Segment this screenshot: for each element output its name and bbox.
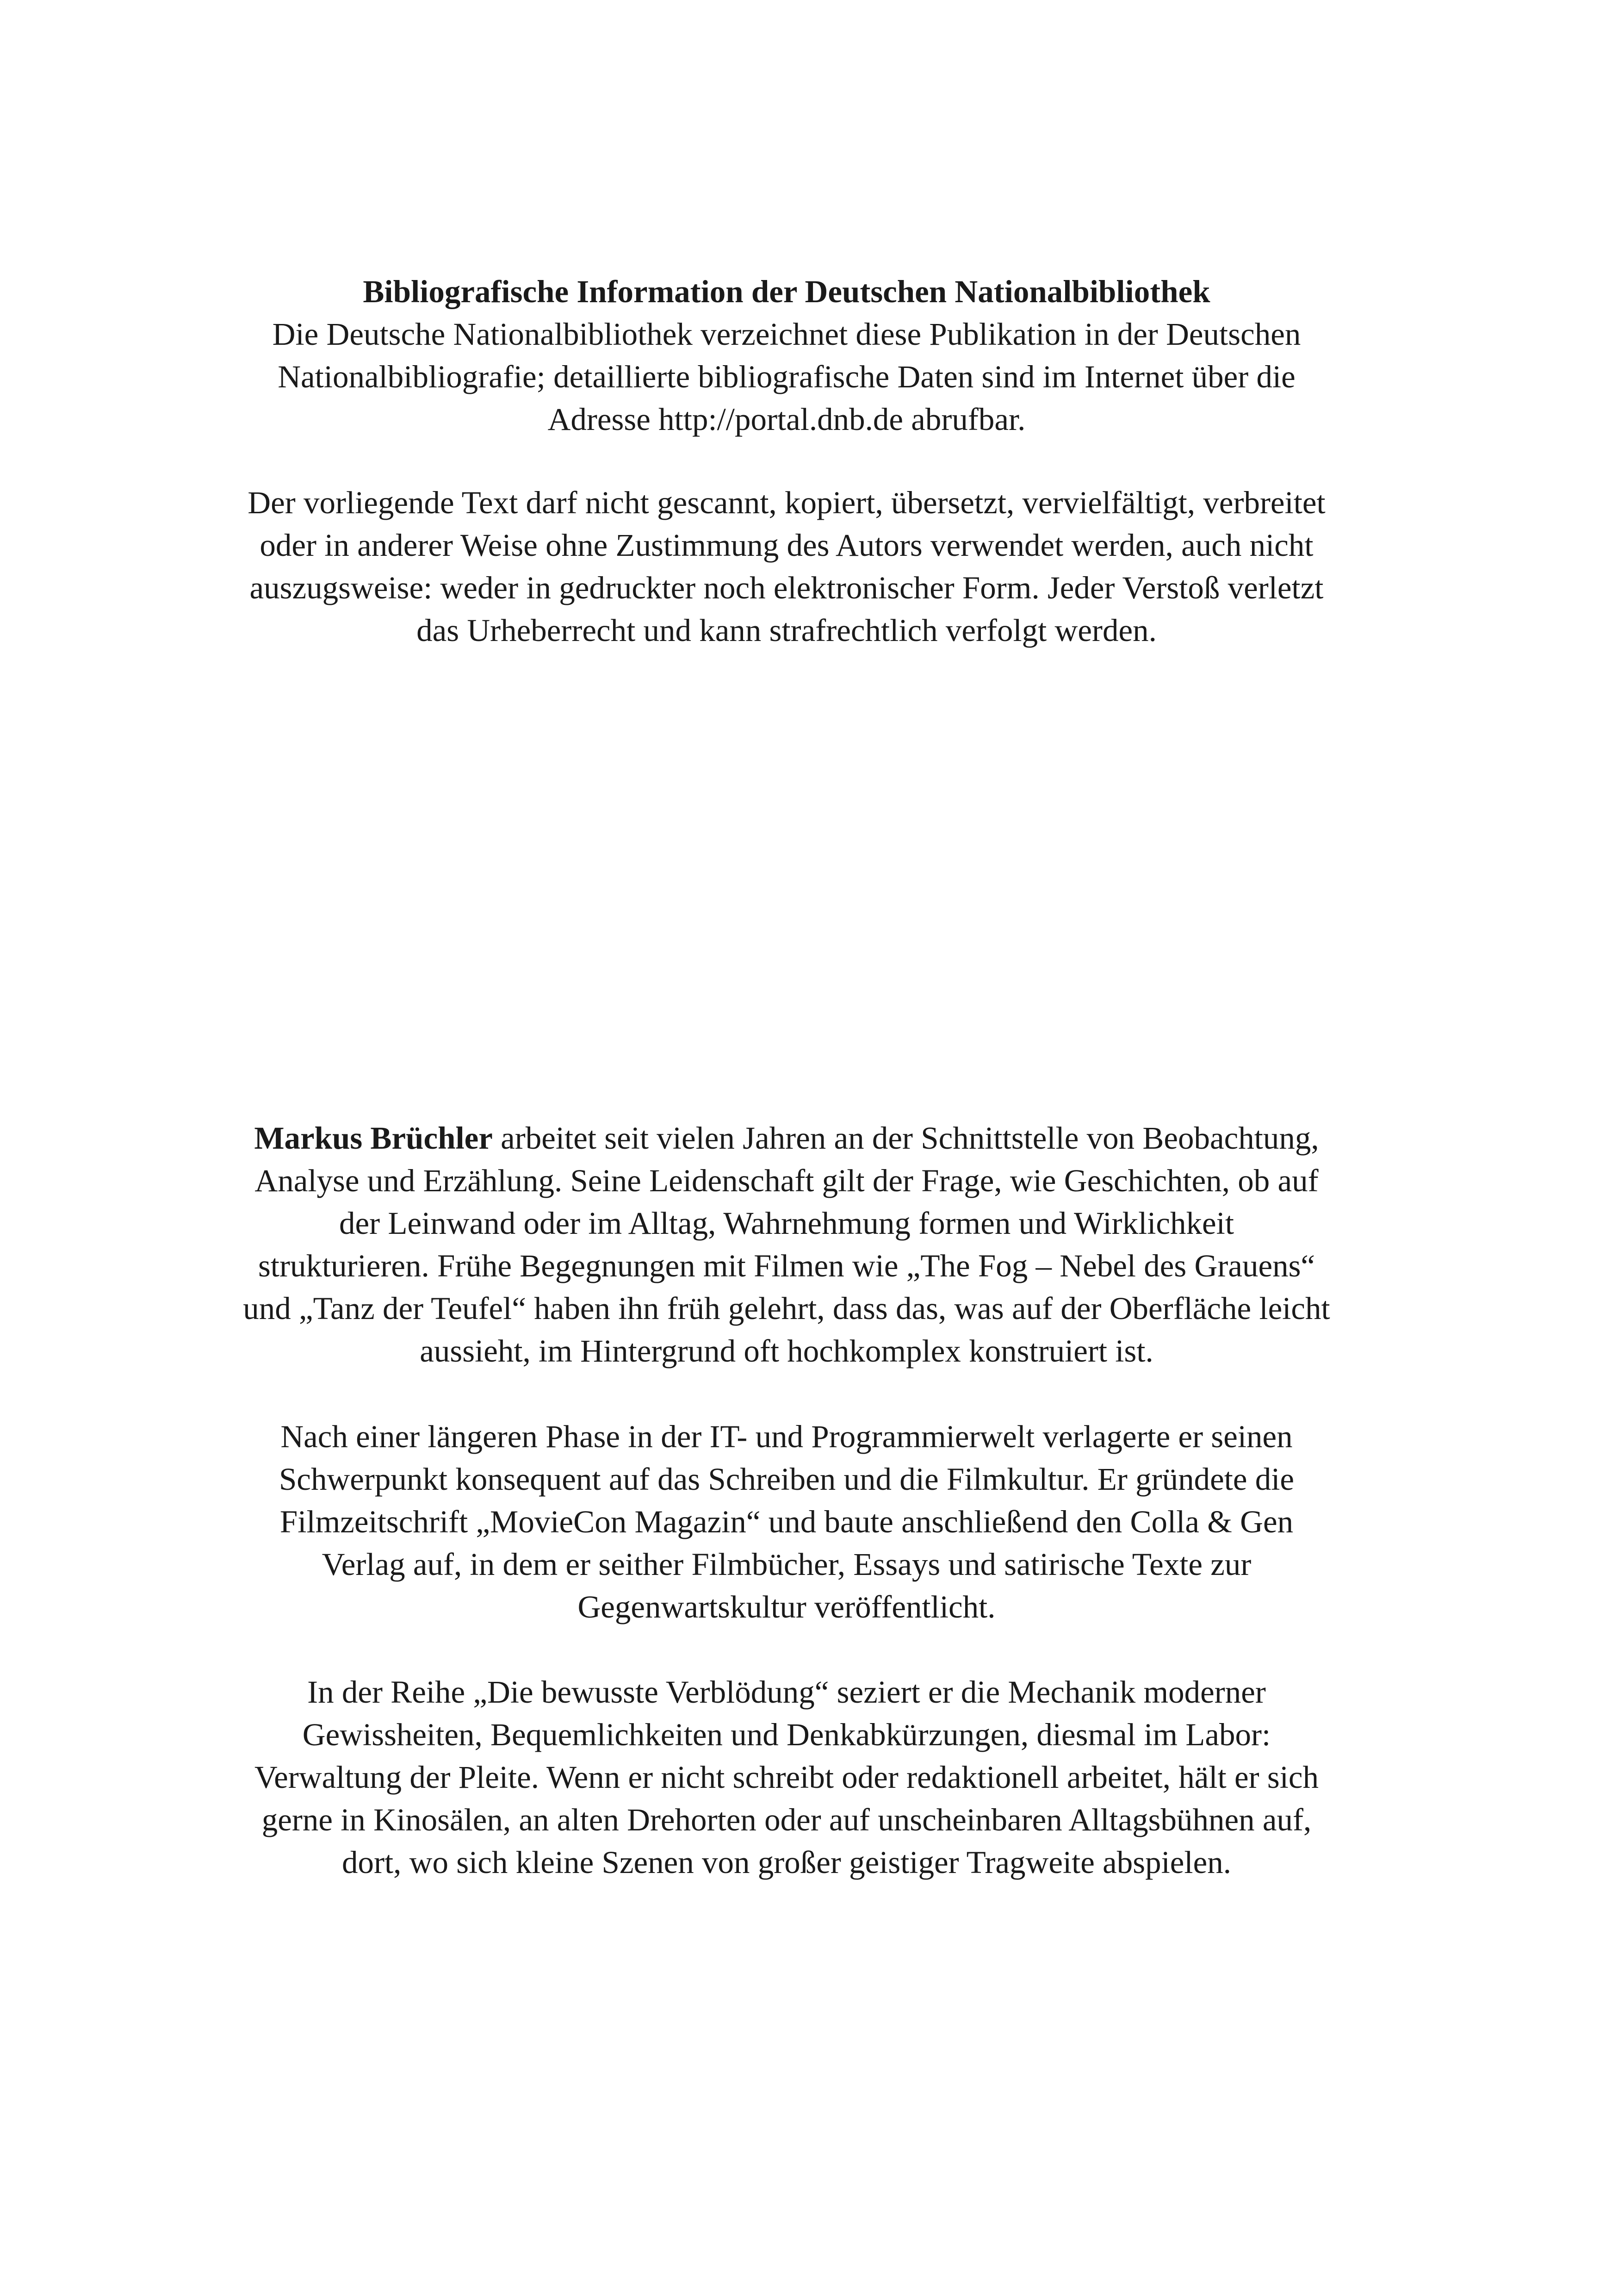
bibliographic-line: Die Deutsche Nationalbibliothek verzeichnet diese Publikation in der Deutschen — [272, 317, 1301, 352]
author-bio-paragraph-1 — [167, 1117, 1407, 1372]
copyright-line: Der vorliegende Text darf nicht gescannt, kopiert, übersetzt, vervielfältigt, verbreitet — [248, 485, 1326, 520]
author-bio-line: der Leinwand oder im Alltag, Wahrnehmung formen und Wirklichkeit — [339, 1206, 1234, 1241]
author-bio-line: In der Reihe „Die bewusste Verblödung“ seziert er die Mechanik moderner — [307, 1674, 1266, 1710]
author-bio-line: Schwerpunkt konsequent auf das Schreiben und die Filmkultur. Er gründete die — [279, 1462, 1295, 1497]
bibliographic-information — [167, 270, 1407, 441]
bibliographic-line: Nationalbibliografie; detaillierte bibliografische Daten sind im Internet über die — [278, 359, 1296, 394]
author-bio-line: Gegenwartskultur veröffentlicht. — [577, 1589, 996, 1624]
author-bio-line: Gewissheiten, Bequemlichkeiten und Denkabkürzungen, diesmal im Labor: — [302, 1717, 1271, 1752]
author-bio-first-line — [167, 1117, 1407, 1159]
bibliographic-heading: Bibliografische Information der Deutschen Nationalbibliothek — [363, 274, 1210, 309]
author-bio-first-line-text: arbeitet seit vielen Jahren an der Schnittstelle von Beobachtung, — [492, 1120, 1319, 1156]
author-bio-line: gerne in Kinosälen, an alten Drehorten oder auf unscheinbaren Alltagsbühnen auf, — [261, 1802, 1312, 1837]
author-bio-line: aussieht, im Hintergrund oft hochkomplex konstruiert ist. — [420, 1333, 1153, 1369]
author-bio-line: dort, wo sich kleine Szenen von großer geistiger Tragweite abspielen. — [342, 1845, 1231, 1880]
copyright-notice — [167, 481, 1407, 652]
author-bio-line: Verwaltung der Pleite. Wenn er nicht schreibt oder redaktionell arbeitet, hält er sich — [254, 1760, 1319, 1795]
copyright-line: das Urheberrecht und kann strafrechtlich verfolgt werden. — [416, 613, 1157, 648]
author-bio-line: strukturieren. Frühe Begegnungen mit Filmen wie „The Fog – Nebel des Grauens“ — [258, 1248, 1315, 1283]
author-bio-line: Analyse und Erzählung. Seine Leidenschaft gilt der Frage, wie Geschichten, ob auf — [254, 1163, 1319, 1198]
copyright-line: oder in anderer Weise ohne Zustimmung des Autors verwendet werden, auch nicht — [260, 528, 1314, 563]
author-bio-paragraph-3 — [167, 1671, 1407, 1884]
author-bio-line: Verlag auf, in dem er seither Filmbücher, Essays und satirische Texte zur — [322, 1547, 1252, 1582]
author-bio-paragraph-2 — [167, 1415, 1407, 1628]
bibliographic-line: Adresse http://portal.dnb.de abrufbar. — [547, 402, 1026, 437]
copyright-line: auszugsweise: weder in gedruckter noch elektronischer Form. Jeder Verstoß verletzt — [249, 570, 1324, 605]
author-bio-line: und „Tanz der Teufel“ haben ihn früh gelehrt, dass das, was auf der Oberfläche leicht — [243, 1291, 1330, 1326]
author-bio-line: Filmzeitschrift „MovieCon Magazin“ und baute anschließend den Colla & Gen — [279, 1504, 1294, 1539]
author-name: Markus Brüchler — [254, 1120, 493, 1156]
author-bio-line: Nach einer längeren Phase in der IT- und Programmierwelt verlagerte er seinen — [280, 1419, 1293, 1454]
